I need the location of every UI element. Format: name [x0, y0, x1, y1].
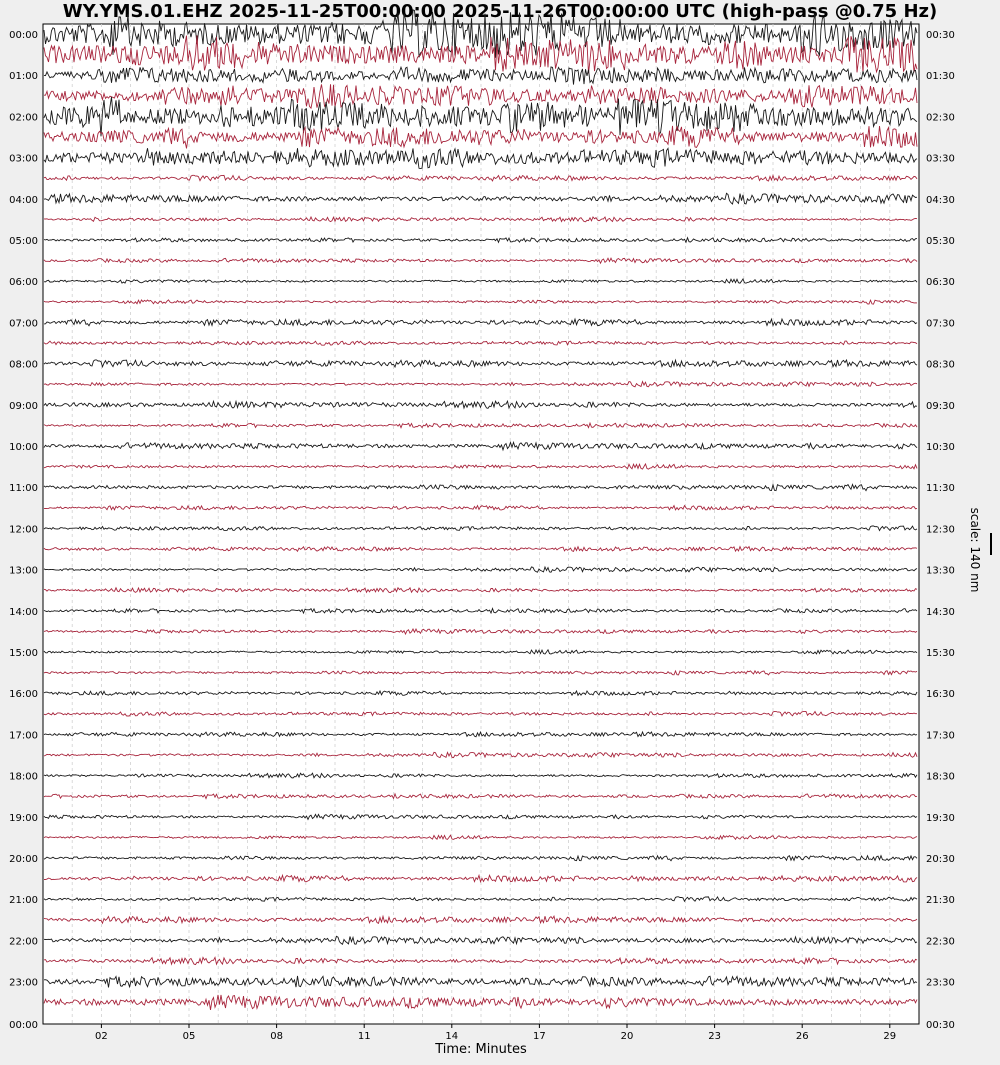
x-tick-label: 05: [182, 1031, 196, 1042]
left-time-labels: [9, 30, 38, 1031]
left-time-label: 02:00: [9, 112, 38, 124]
right-time-label: 06:30: [926, 277, 955, 289]
x-tick-label: 17: [533, 1031, 546, 1042]
x-tick-labels: [95, 1024, 896, 1042]
left-time-label: 09:00: [9, 400, 38, 412]
right-time-label: 17:30: [926, 730, 955, 742]
right-time-label: 23:30: [926, 977, 955, 989]
x-tick-label: 20: [620, 1031, 634, 1042]
x-tick-label: 14: [445, 1031, 459, 1042]
right-time-label: 11:30: [926, 483, 955, 495]
left-time-label: 16:00: [9, 689, 38, 701]
left-time-label: 10:00: [9, 442, 38, 453]
right-time-label: 16:30: [926, 689, 955, 701]
left-time-label: 08:00: [9, 359, 38, 371]
right-time-label: 21:30: [926, 895, 955, 907]
left-time-label: 19:00: [9, 812, 38, 824]
right-time-label: 04:30: [926, 194, 955, 206]
scale-label: scale: 140 nm: [968, 507, 982, 593]
left-time-label: 00:00: [9, 1020, 38, 1031]
right-time-label: 05:30: [926, 236, 955, 247]
left-time-label: 21:00: [9, 895, 38, 907]
right-time-label: 19:30: [926, 812, 955, 824]
left-time-label: 18:00: [9, 771, 38, 783]
left-time-label: 20:00: [9, 854, 38, 865]
left-time-label: 11:00: [9, 483, 38, 495]
x-tick-label: 23: [708, 1031, 721, 1042]
x-axis-label: Time: Minutes: [435, 1042, 527, 1057]
left-time-label: 03:00: [9, 153, 38, 165]
x-tick-label: 29: [883, 1031, 897, 1042]
left-time-label: 06:00: [9, 277, 38, 289]
left-time-label: 00:00: [9, 30, 38, 41]
right-time-label: 07:30: [926, 318, 955, 330]
right-time-label: 03:30: [926, 153, 955, 165]
x-tick-label: 26: [795, 1031, 809, 1042]
right-time-label: 20:30: [926, 854, 955, 865]
left-time-label: 01:00: [9, 71, 38, 83]
right-time-label: 10:30: [926, 442, 955, 453]
chart-title: WY.YMS.01.EHZ 2025-11-25T00:00:00 2025-11-26T00:00:00 UTC (high-pass @0.75 Hz): [62, 1, 938, 22]
left-time-label: 07:00: [9, 318, 38, 330]
left-time-label: 17:00: [9, 730, 38, 742]
left-time-label: 12:00: [9, 524, 38, 536]
right-time-label: 18:30: [926, 771, 955, 783]
left-time-label: 04:00: [9, 194, 38, 206]
right-time-label: 15:30: [926, 648, 955, 659]
left-time-label: 14:00: [9, 606, 38, 618]
right-time-label: 12:30: [926, 524, 955, 536]
right-time-label: 02:30: [926, 112, 955, 124]
left-time-label: 23:00: [9, 977, 38, 989]
x-tick-label: 02: [95, 1031, 108, 1042]
right-time-label: 22:30: [926, 936, 955, 948]
x-tick-label: 08: [270, 1031, 283, 1042]
left-time-label: 15:00: [9, 648, 38, 659]
right-time-labels: [926, 30, 955, 1031]
left-time-label: 13:00: [9, 565, 38, 577]
left-time-label: 05:00: [9, 236, 38, 247]
right-time-label: 00:30: [926, 1020, 955, 1031]
x-tick-label: 11: [357, 1031, 371, 1042]
left-time-label: 22:00: [9, 936, 38, 948]
right-time-label: 09:30: [926, 400, 955, 412]
right-time-label: 14:30: [926, 606, 955, 618]
right-time-label: 00:30: [926, 30, 955, 41]
right-time-label: 13:30: [926, 565, 955, 577]
right-time-label: 01:30: [926, 71, 955, 83]
right-time-label: 08:30: [926, 359, 955, 371]
